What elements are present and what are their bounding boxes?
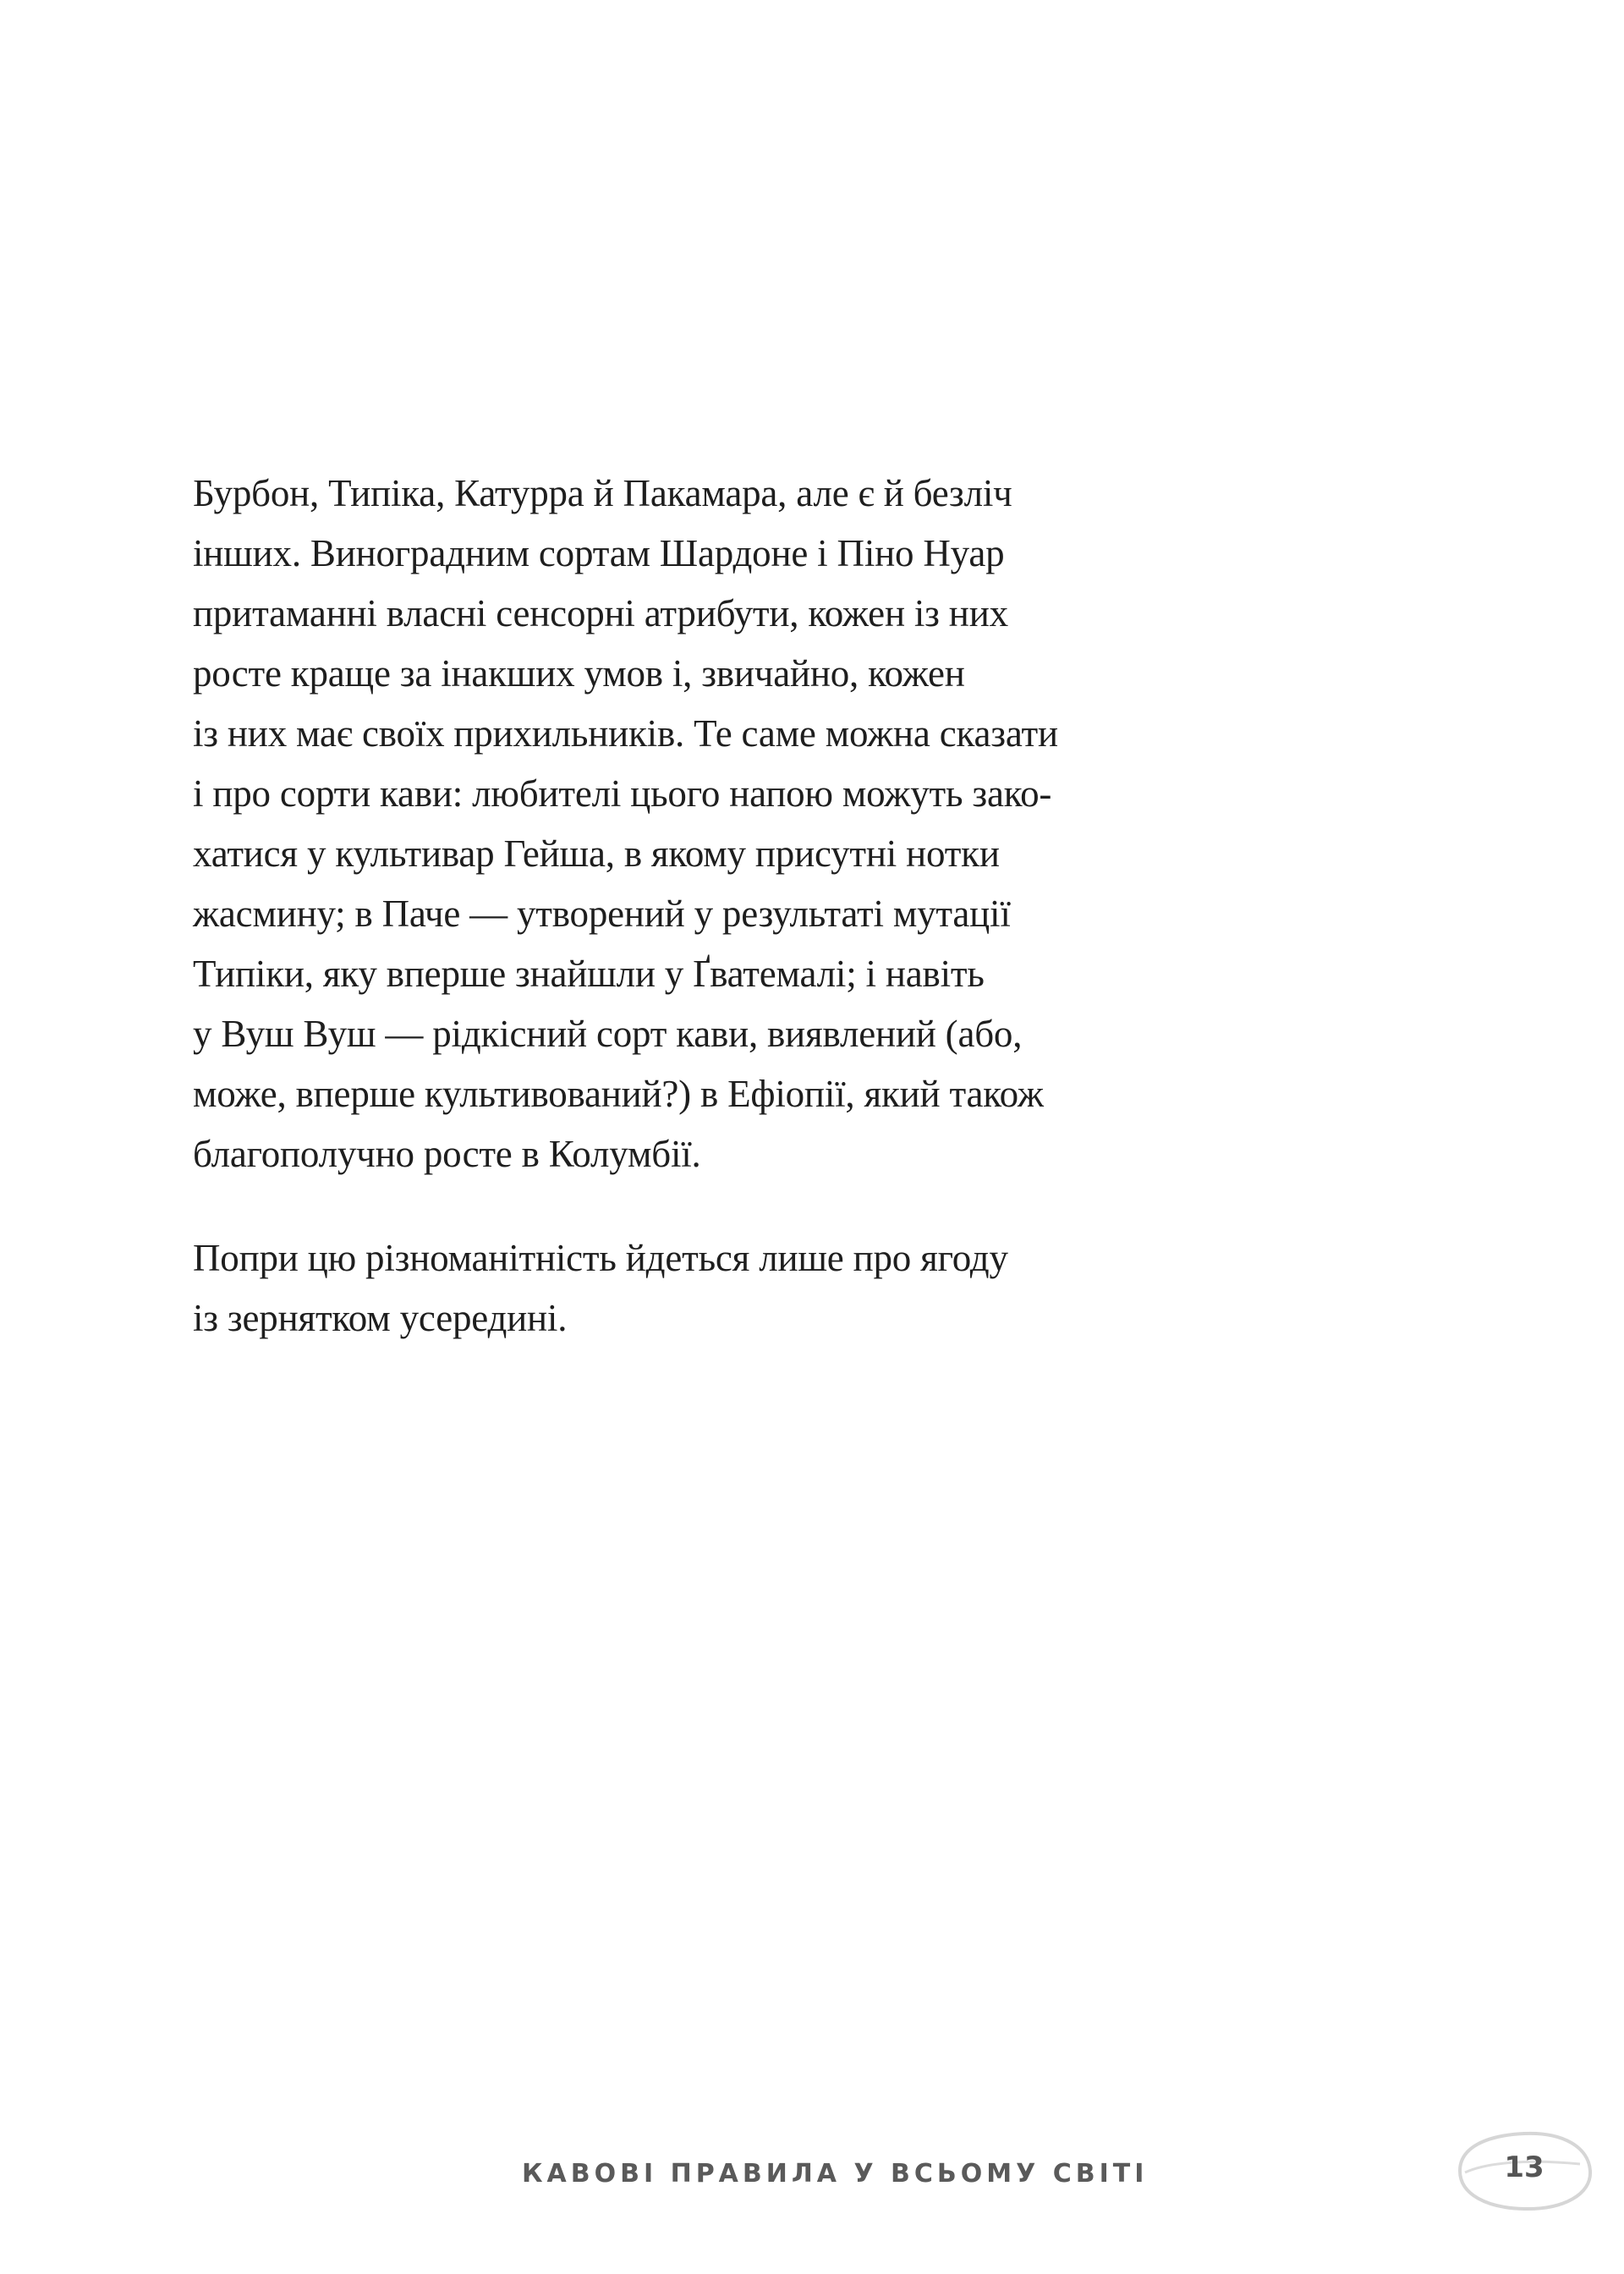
page-number-badge <box>1453 2128 1595 2213</box>
text-line: у Вуш Вуш — рідкісний сорт кави, виявлений (або, <box>193 1013 1023 1055</box>
text-line: може, вперше культивований?) в Ефіопії, який також <box>193 1073 1044 1115</box>
text-line: жасмину; в Паче — утворений у результаті мутації <box>193 893 1011 935</box>
text-line: із зернятком усередині. <box>193 1297 568 1339</box>
text-line: Попри цю різноманітність йдеться лише про ягоду <box>193 1237 1008 1279</box>
body-paragraph-1 <box>193 464 1058 1184</box>
text-line: інших. Виноградним сортам Шардоне і Піно Нуар <box>193 532 1005 574</box>
body-paragraph-2 <box>193 1228 1008 1348</box>
text-line: Бурбон, Типіка, Катурра й Пакамара, але є й безліч <box>193 472 1012 514</box>
text-line: росте краще за інакших умов і, звичайно, кожен <box>193 652 965 695</box>
text-line: Типіки, яку вперше знайшли у Ґватемалі; і навіть <box>193 953 985 995</box>
text-line: благополучно росте в Колумбії. <box>193 1133 701 1175</box>
running-footer-title: КАВОВІ ПРАВИЛА У ВСЬОМУ СВІТІ <box>522 2159 1149 2189</box>
text-line: притаманні власні сенсорні атрибути, кожен із них <box>193 592 1008 634</box>
text-line: і про сорти кави: любителі цього напою можуть зако- <box>193 772 1052 815</box>
text-line: хатися у культивар Гейша, в якому присутні нотки <box>193 832 1000 875</box>
text-line: із них має своїх прихильників. Те саме можна сказати <box>193 712 1058 755</box>
page-number: 13 <box>1504 2150 1544 2184</box>
